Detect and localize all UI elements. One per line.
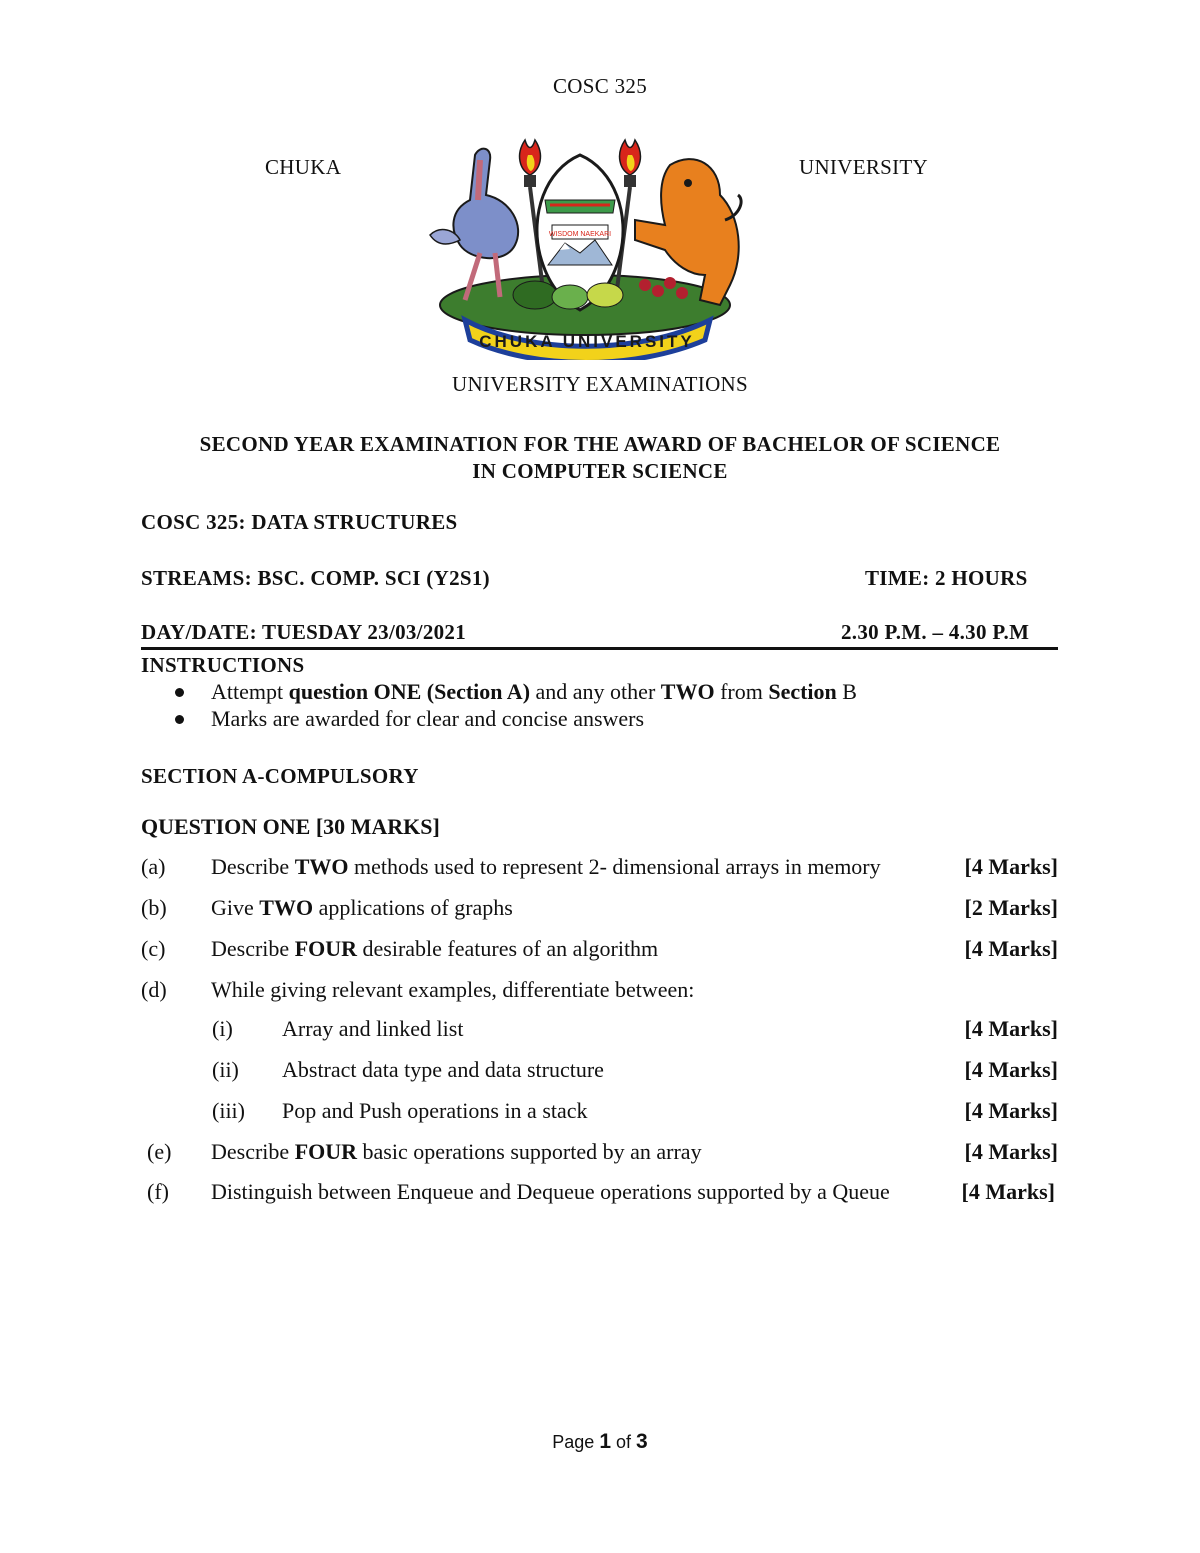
marks-label: [4 Marks] bbox=[964, 1098, 1058, 1123]
question-d-i: (i) Array and linked list [4 Marks] bbox=[212, 1016, 1058, 1041]
exam-duration: TIME: 2 HOURS bbox=[865, 566, 1028, 590]
university-crest-logo bbox=[420, 125, 750, 360]
marks-label: [4 Marks] bbox=[964, 936, 1058, 961]
crest-book-text: WISDOM NAEKARI bbox=[548, 231, 612, 238]
award-title-line1: SECOND YEAR EXAMINATION FOR THE AWARD OF BACHELOR OF SCIENCE bbox=[199, 432, 1001, 456]
university-name-left: CHUKA bbox=[265, 155, 342, 179]
marks-label: [2 Marks] bbox=[964, 895, 1058, 920]
crest-banner-text: CHUKA UNIVERSITY bbox=[479, 332, 695, 351]
marks-label: [4 Marks] bbox=[961, 1179, 1055, 1204]
course-title: COSC 325: DATA STRUCTURES bbox=[141, 510, 458, 534]
section-title: SECTION A-COMPULSORY bbox=[141, 764, 419, 788]
question-c: (c) Describe FOUR desirable features of an algorithm [4 Marks] bbox=[141, 936, 1058, 961]
exam-title: UNIVERSITY EXAMINATIONS bbox=[451, 372, 749, 396]
header-divider bbox=[141, 647, 1058, 650]
instructions-heading: INSTRUCTIONS bbox=[141, 653, 305, 677]
exam-day-date: DAY/DATE: TUESDAY 23/03/2021 bbox=[141, 620, 467, 644]
question-d-ii: (ii) Abstract data type and data structure [4 Marks] bbox=[212, 1057, 1058, 1082]
question-f: (f) Distinguish between Enqueue and Dequeue operations supported by a Queue [4 Marks] bbox=[147, 1179, 1055, 1204]
question-d: (d) While giving relevant examples, differentiate between: bbox=[141, 977, 695, 1002]
exam-time-range: 2.30 P.M. – 4.30 P.M bbox=[841, 620, 1030, 644]
ostrich-figure bbox=[430, 149, 518, 300]
bullet-icon bbox=[175, 688, 184, 697]
page-footer: Page 1 of 3 bbox=[552, 1430, 648, 1453]
streams-label: STREAMS: BSC. COMP. SCI (Y2S1) bbox=[141, 566, 490, 590]
question-title: QUESTION ONE [30 MARKS] bbox=[141, 814, 440, 839]
bullet-icon bbox=[175, 715, 184, 724]
question-b: (b) Give TWO applications of graphs [2 Marks] bbox=[141, 895, 1058, 920]
question-d-iii: (iii) Pop and Push operations in a stack [4 Marks] bbox=[212, 1098, 1058, 1123]
marks-label: [4 Marks] bbox=[964, 1016, 1058, 1041]
university-name-right: UNIVERSITY bbox=[799, 155, 928, 179]
marks-label: [4 Marks] bbox=[964, 854, 1058, 879]
marks-label: [4 Marks] bbox=[964, 1139, 1058, 1164]
award-title-line2: IN COMPUTER SCIENCE bbox=[472, 459, 728, 483]
marks-label: [4 Marks] bbox=[964, 1057, 1058, 1082]
course-code-header: COSC 325 bbox=[552, 74, 647, 98]
question-e: (e) Describe FOUR basic operations supported by an array [4 Marks] bbox=[147, 1139, 1058, 1164]
question-a: (a) Describe TWO methods used to represent 2- dimensional arrays in memory [4 Marks] bbox=[141, 854, 1058, 879]
